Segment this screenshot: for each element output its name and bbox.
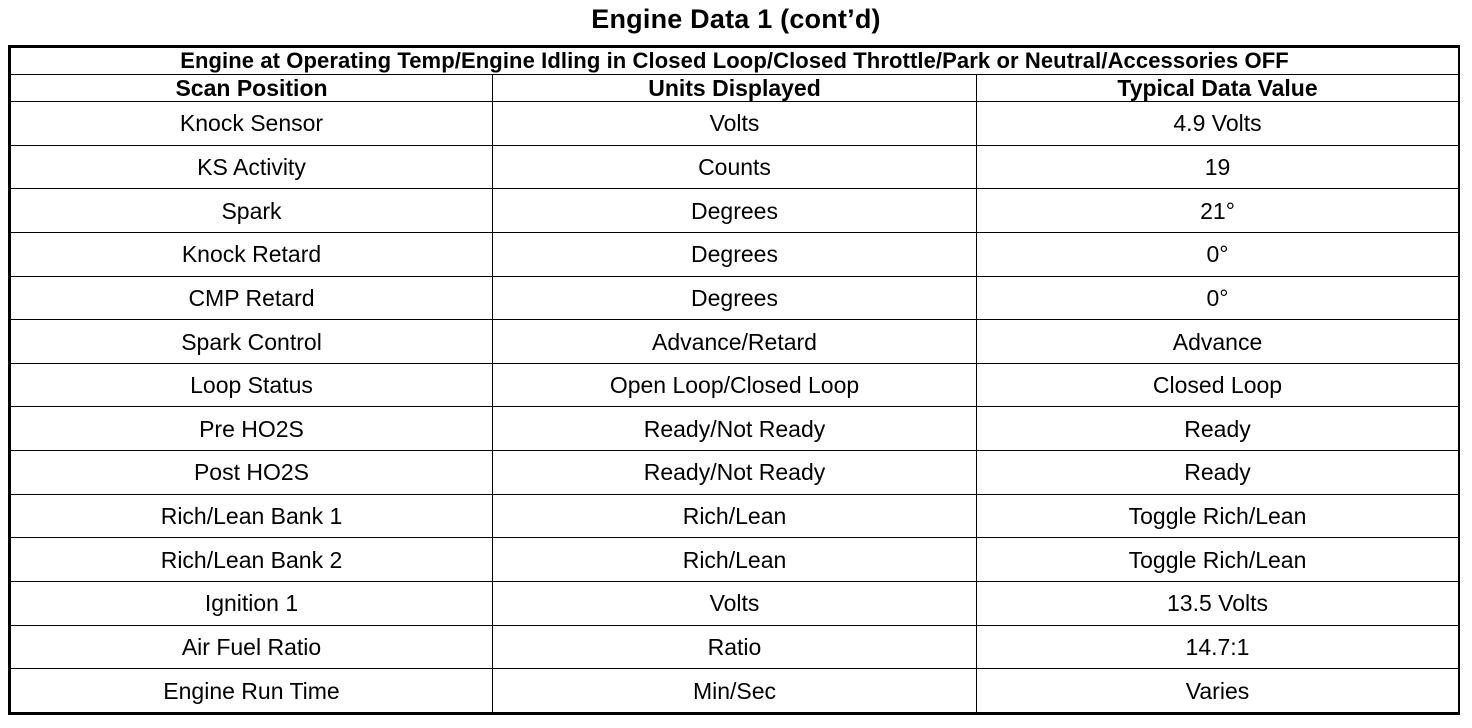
- table-row: [11, 494, 1459, 538]
- table-header-row: [11, 75, 1459, 102]
- test-condition-header: Engine at Operating Temp/Engine Idling in Closed Loop/Closed Throttle/Park or Neutral/Accessories OFF: [11, 48, 1459, 75]
- typical-data-value-cell: 13.5 Volts: [977, 582, 1459, 626]
- engine-data-table: [10, 47, 1459, 713]
- scan-position-cell: Knock Sensor: [11, 102, 493, 146]
- table-row: [11, 145, 1459, 189]
- units-displayed-cell: Degrees: [493, 189, 977, 233]
- typical-data-value-cell: Toggle Rich/Lean: [977, 494, 1459, 538]
- table-row: [11, 276, 1459, 320]
- engine-data-table-frame: [8, 45, 1460, 715]
- typical-data-value-cell: 19: [977, 145, 1459, 189]
- units-displayed-cell: Volts: [493, 102, 977, 146]
- table-row: [11, 538, 1459, 582]
- units-displayed-cell: Volts: [493, 582, 977, 626]
- table-row: [11, 625, 1459, 669]
- units-displayed-cell: Degrees: [493, 276, 977, 320]
- units-displayed-cell: Rich/Lean: [493, 494, 977, 538]
- table-row: [11, 582, 1459, 626]
- scan-position-cell: CMP Retard: [11, 276, 493, 320]
- typical-data-value-cell: Ready: [977, 407, 1459, 451]
- units-displayed-cell: Ready/Not Ready: [493, 451, 977, 495]
- table-row: [11, 451, 1459, 495]
- units-displayed-cell: Ratio: [493, 625, 977, 669]
- typical-data-value-cell: Closed Loop: [977, 363, 1459, 407]
- table-body: [11, 102, 1459, 713]
- scan-position-cell: Knock Retard: [11, 232, 493, 276]
- typical-data-value-cell: Advance: [977, 320, 1459, 364]
- scan-position-cell: Ignition 1: [11, 582, 493, 626]
- scan-position-cell: Air Fuel Ratio: [11, 625, 493, 669]
- table-condition-row: [11, 48, 1459, 75]
- column-header-scan-position: Scan Position: [11, 75, 493, 102]
- scan-position-cell: Post HO2S: [11, 451, 493, 495]
- scan-position-cell: Spark: [11, 189, 493, 233]
- units-displayed-cell: Ready/Not Ready: [493, 407, 977, 451]
- page-title: Engine Data 1 (cont’d): [591, 4, 881, 34]
- column-header-units-displayed: Units Displayed: [493, 75, 977, 102]
- typical-data-value-cell: Ready: [977, 451, 1459, 495]
- typical-data-value-cell: 4.9 Volts: [977, 102, 1459, 146]
- units-displayed-cell: Counts: [493, 145, 977, 189]
- scan-position-cell: Pre HO2S: [11, 407, 493, 451]
- table-row: [11, 407, 1459, 451]
- units-displayed-cell: Open Loop/Closed Loop: [493, 363, 977, 407]
- column-header-typical-data-value: Typical Data Value: [977, 75, 1459, 102]
- typical-data-value-cell: 0°: [977, 232, 1459, 276]
- scan-position-cell: Spark Control: [11, 320, 493, 364]
- table-row: [11, 320, 1459, 364]
- typical-data-value-cell: Varies: [977, 669, 1459, 713]
- table-row: [11, 669, 1459, 713]
- table-row: [11, 102, 1459, 146]
- units-displayed-cell: Rich/Lean: [493, 538, 977, 582]
- scan-position-cell: Engine Run Time: [11, 669, 493, 713]
- typical-data-value-cell: 14.7:1: [977, 625, 1459, 669]
- scan-position-cell: Loop Status: [11, 363, 493, 407]
- units-displayed-cell: Advance/Retard: [493, 320, 977, 364]
- scan-position-cell: Rich/Lean Bank 2: [11, 538, 493, 582]
- typical-data-value-cell: Toggle Rich/Lean: [977, 538, 1459, 582]
- units-displayed-cell: Min/Sec: [493, 669, 977, 713]
- scan-position-cell: KS Activity: [11, 145, 493, 189]
- scan-position-cell: Rich/Lean Bank 1: [11, 494, 493, 538]
- table-row: [11, 189, 1459, 233]
- units-displayed-cell: Degrees: [493, 232, 977, 276]
- typical-data-value-cell: 21°: [977, 189, 1459, 233]
- table-row: [11, 363, 1459, 407]
- table-row: [11, 232, 1459, 276]
- typical-data-value-cell: 0°: [977, 276, 1459, 320]
